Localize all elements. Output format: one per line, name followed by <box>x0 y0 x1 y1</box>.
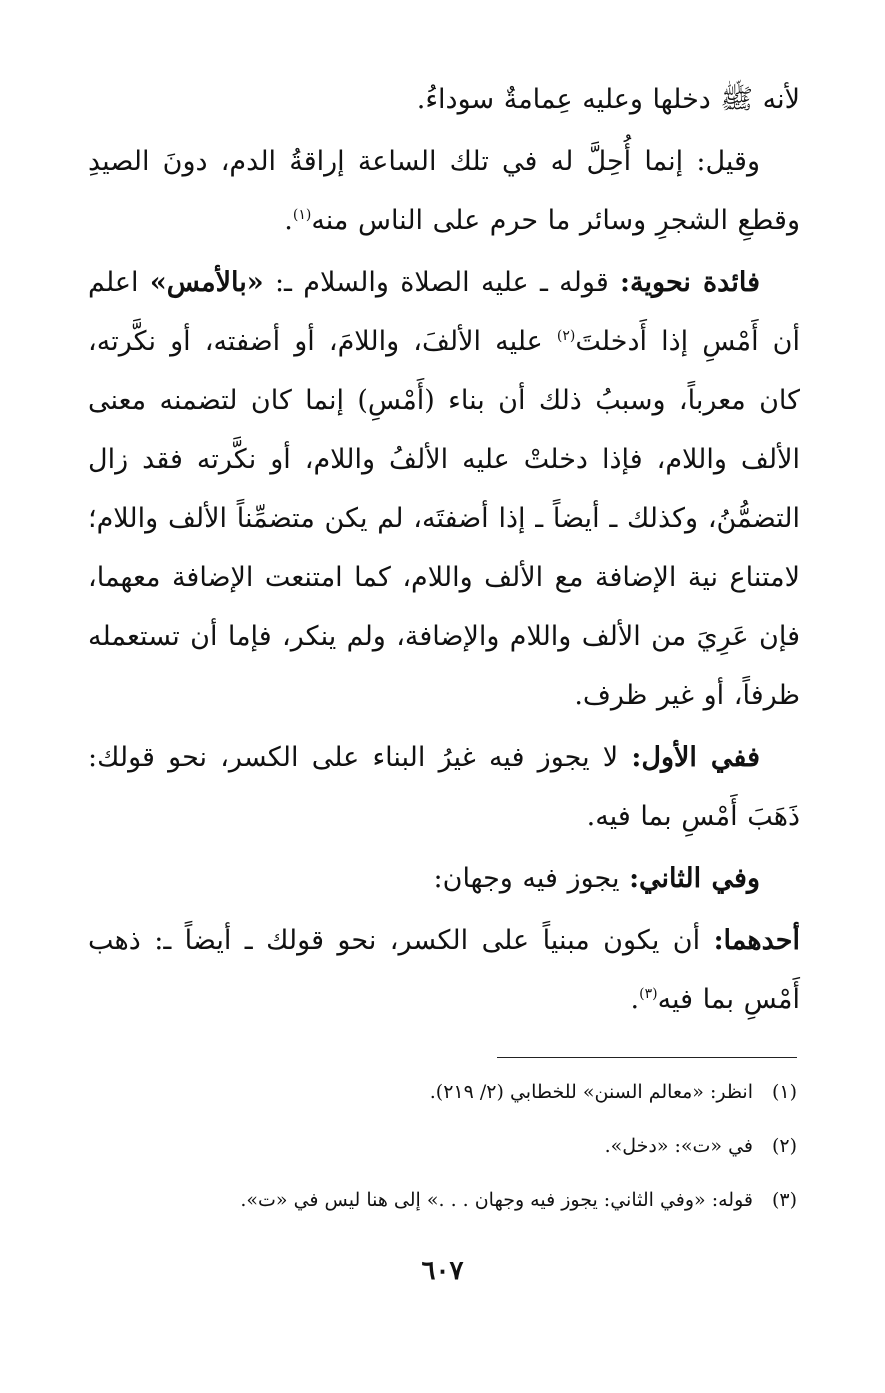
paragraph-3-heading: فائدة نحوية: <box>620 267 760 298</box>
paragraph-1-text: لأنه ﷺ دخلها وعليه عِمامةٌ سوداءُ. <box>416 84 800 115</box>
paragraph-6 <box>88 911 800 1029</box>
paragraph-3-text-b: اعلم أن أَمْسِ إذا أَدخلتَ <box>88 267 800 357</box>
footnote-divider <box>497 1057 797 1058</box>
paragraph-2 <box>88 132 800 250</box>
paragraph-3-text-a: قوله ـ عليه الصلاة والسلام ـ: <box>263 267 621 298</box>
footnote-text: في «ت»: «دخل». <box>604 1135 753 1157</box>
paragraph-3-quote: «بالأمس» <box>149 267 264 298</box>
paragraph-3-text-c: عليه الألفَ، واللامَ، أو أضفته، أو نكَّرته، كان معرباً، وسببُ ذلك أن بناء (أَمْسِ) إنما كان لتضمنه معنى الألف واللام، فإذا دخلتْ عليه الألفُ واللام، أو نكَّرته فقد زال التضمُّنُ، وكذلك ـ أيضاً ـ إذا أضفتَه، لم يكن متضمِّناً الألف واللام؛ لامتناع نية الإضافة مع الألف واللام، كما امتنعت الإضافة معهما، فإن عَرِيَ من الألف واللام والإضافة، ولم ينكر، فإما أن تستعمله ظرفاً، أو غير ظرف. <box>88 326 800 711</box>
footnote-ref-3[interactable]: (٣) <box>639 986 658 1002</box>
paragraph-4 <box>88 728 800 846</box>
paragraph-6-end: . <box>630 984 640 1015</box>
paragraph-5-text: يجوز فيه وجهان: <box>433 863 630 894</box>
paragraph-6-text: أن يكون مبنياً على الكسر، نحو قولك ـ أيضاً ـ: ذهب أَمْسِ بما فيه <box>88 925 800 1015</box>
footnote-1 <box>85 1078 797 1106</box>
paragraph-4-heading: ففي الأول: <box>631 742 760 773</box>
paragraph-5-heading: وفي الثاني: <box>629 863 760 894</box>
footnotes <box>85 1078 797 1240</box>
footnote-text: انظر: «معالم السنن» للخطابي (٢/ ٢١٩). <box>429 1081 753 1103</box>
paragraph-3 <box>88 253 800 725</box>
footnote-text: قوله: «وفي الثاني: يجوز فيه وجهان . . .» إلى هنا ليس في «ت». <box>240 1189 753 1211</box>
page-number: ٦٠٧ <box>421 1256 464 1286</box>
footnote-ref-1[interactable]: (١) <box>292 207 312 223</box>
paragraph-5 <box>88 849 800 908</box>
footnote-number: (٢) <box>771 1135 797 1157</box>
paragraph-6-heading: أحدهما: <box>713 925 800 956</box>
footnote-2 <box>85 1132 797 1160</box>
footnote-ref-2[interactable]: (٢) <box>556 328 576 344</box>
main-text <box>88 70 800 1032</box>
paragraph-1 <box>88 70 800 129</box>
paragraph-2-text: وقيل: إنما أُحِلَّ له في تلك الساعة إراقةُ الدم، دونَ الصيدِ وقطعِ الشجرِ وسائر ما حرم على الناس منه <box>88 146 800 236</box>
paragraph-2-end: . <box>284 205 293 236</box>
paragraph-4-text: لا يجوز فيه غيرُ البناء على الكسر، نحو قولك: ذَهَبَ أَمْسِ بما فيه. <box>88 742 800 832</box>
footnote-number: (١) <box>771 1081 797 1103</box>
footnote-number: (٣) <box>771 1189 797 1211</box>
footnote-3 <box>85 1186 797 1214</box>
